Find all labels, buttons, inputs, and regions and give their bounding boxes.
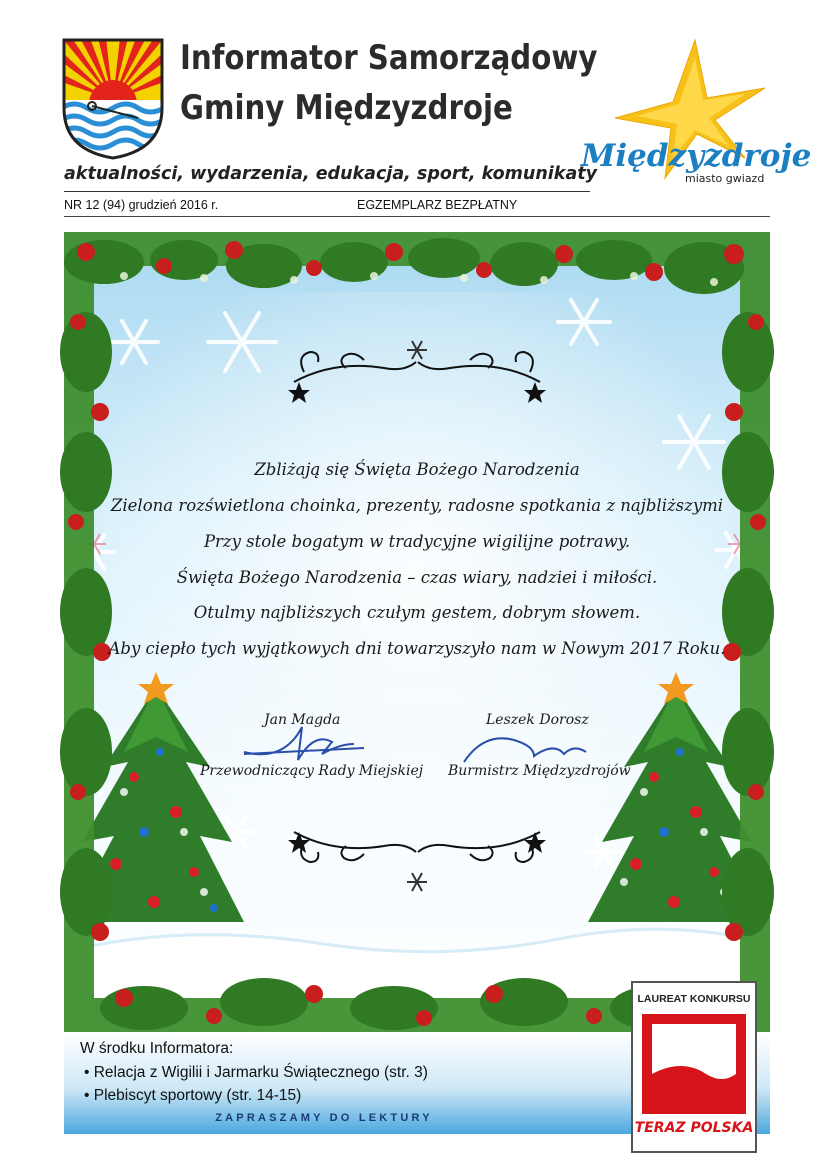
greeting-line-4: Święta Bożego Narodzenia – czas wiary, nadziei i miłości. — [176, 568, 658, 587]
signatory-1-role: Przewodniczący Rady Miejskiej — [200, 763, 424, 779]
signatory-1-name: Jan Magda — [264, 712, 341, 728]
signatory-2-role: Burmistrz Międzyzdrojów — [448, 763, 631, 779]
award-bottom-text: TERAZ POLSKA — [634, 1120, 754, 1136]
greeting-line-1: Zbliżają się Święta Bożego Narodzenia — [254, 460, 580, 479]
city-logo-text: Międzyzdroje — [581, 138, 812, 174]
publication-title-line1: Informator Samorządowy — [180, 38, 598, 78]
publication-title-line2: Gminy Międzyzdroje — [180, 88, 513, 128]
greeting-line-3: Przy stole bogatym w tradycyjne wigilijne potrawy. — [203, 532, 631, 551]
inside-item-1: • Relacja z Wigilii i Jarmarku Świątecznego (str. 3) — [84, 1064, 428, 1081]
city-logo-star-icon — [575, 38, 812, 188]
tagline: aktualności, wydarzenia, edukacja, sport, komunikaty — [64, 164, 598, 184]
issue-divider — [64, 216, 770, 217]
city-logo-script — [580, 138, 811, 185]
city-logo-subtext: miasto gwiazd — [685, 172, 765, 185]
header-divider — [64, 191, 590, 192]
issue-number: NR 12 (94) grudzień 2016 r. — [64, 198, 219, 212]
award-top-text: LAUREAT KONKURSU — [637, 993, 751, 1005]
greeting-line-5: Otulmy najbliższych czułym gestem, dobrym słowem. — [193, 603, 641, 622]
inside-title: W środku Informatora: — [80, 1040, 234, 1057]
teraz-polska-award-icon — [632, 982, 756, 1152]
greeting-line-6: Aby ciepło tych wyjątkowych dni towarzyszyło nam w Nowym 2017 Roku. — [108, 639, 726, 658]
inside-item-2: • Plebiscyt sportowy (str. 14-15) — [84, 1087, 302, 1104]
signatory-2-name: Leszek Dorosz — [486, 712, 589, 728]
coat-of-arms-icon — [62, 38, 164, 160]
free-copy-label: EGZEMPLARZ BEZPŁATNY — [357, 198, 518, 212]
greeting-line-2: Zielona rozświetlona choinka, prezenty, radosne spotkania z najbliższymi — [110, 496, 724, 515]
invite-text: ZAPRASZAMY DO LEKTURY — [215, 1112, 433, 1124]
christmas-card-illustration — [64, 232, 770, 1032]
